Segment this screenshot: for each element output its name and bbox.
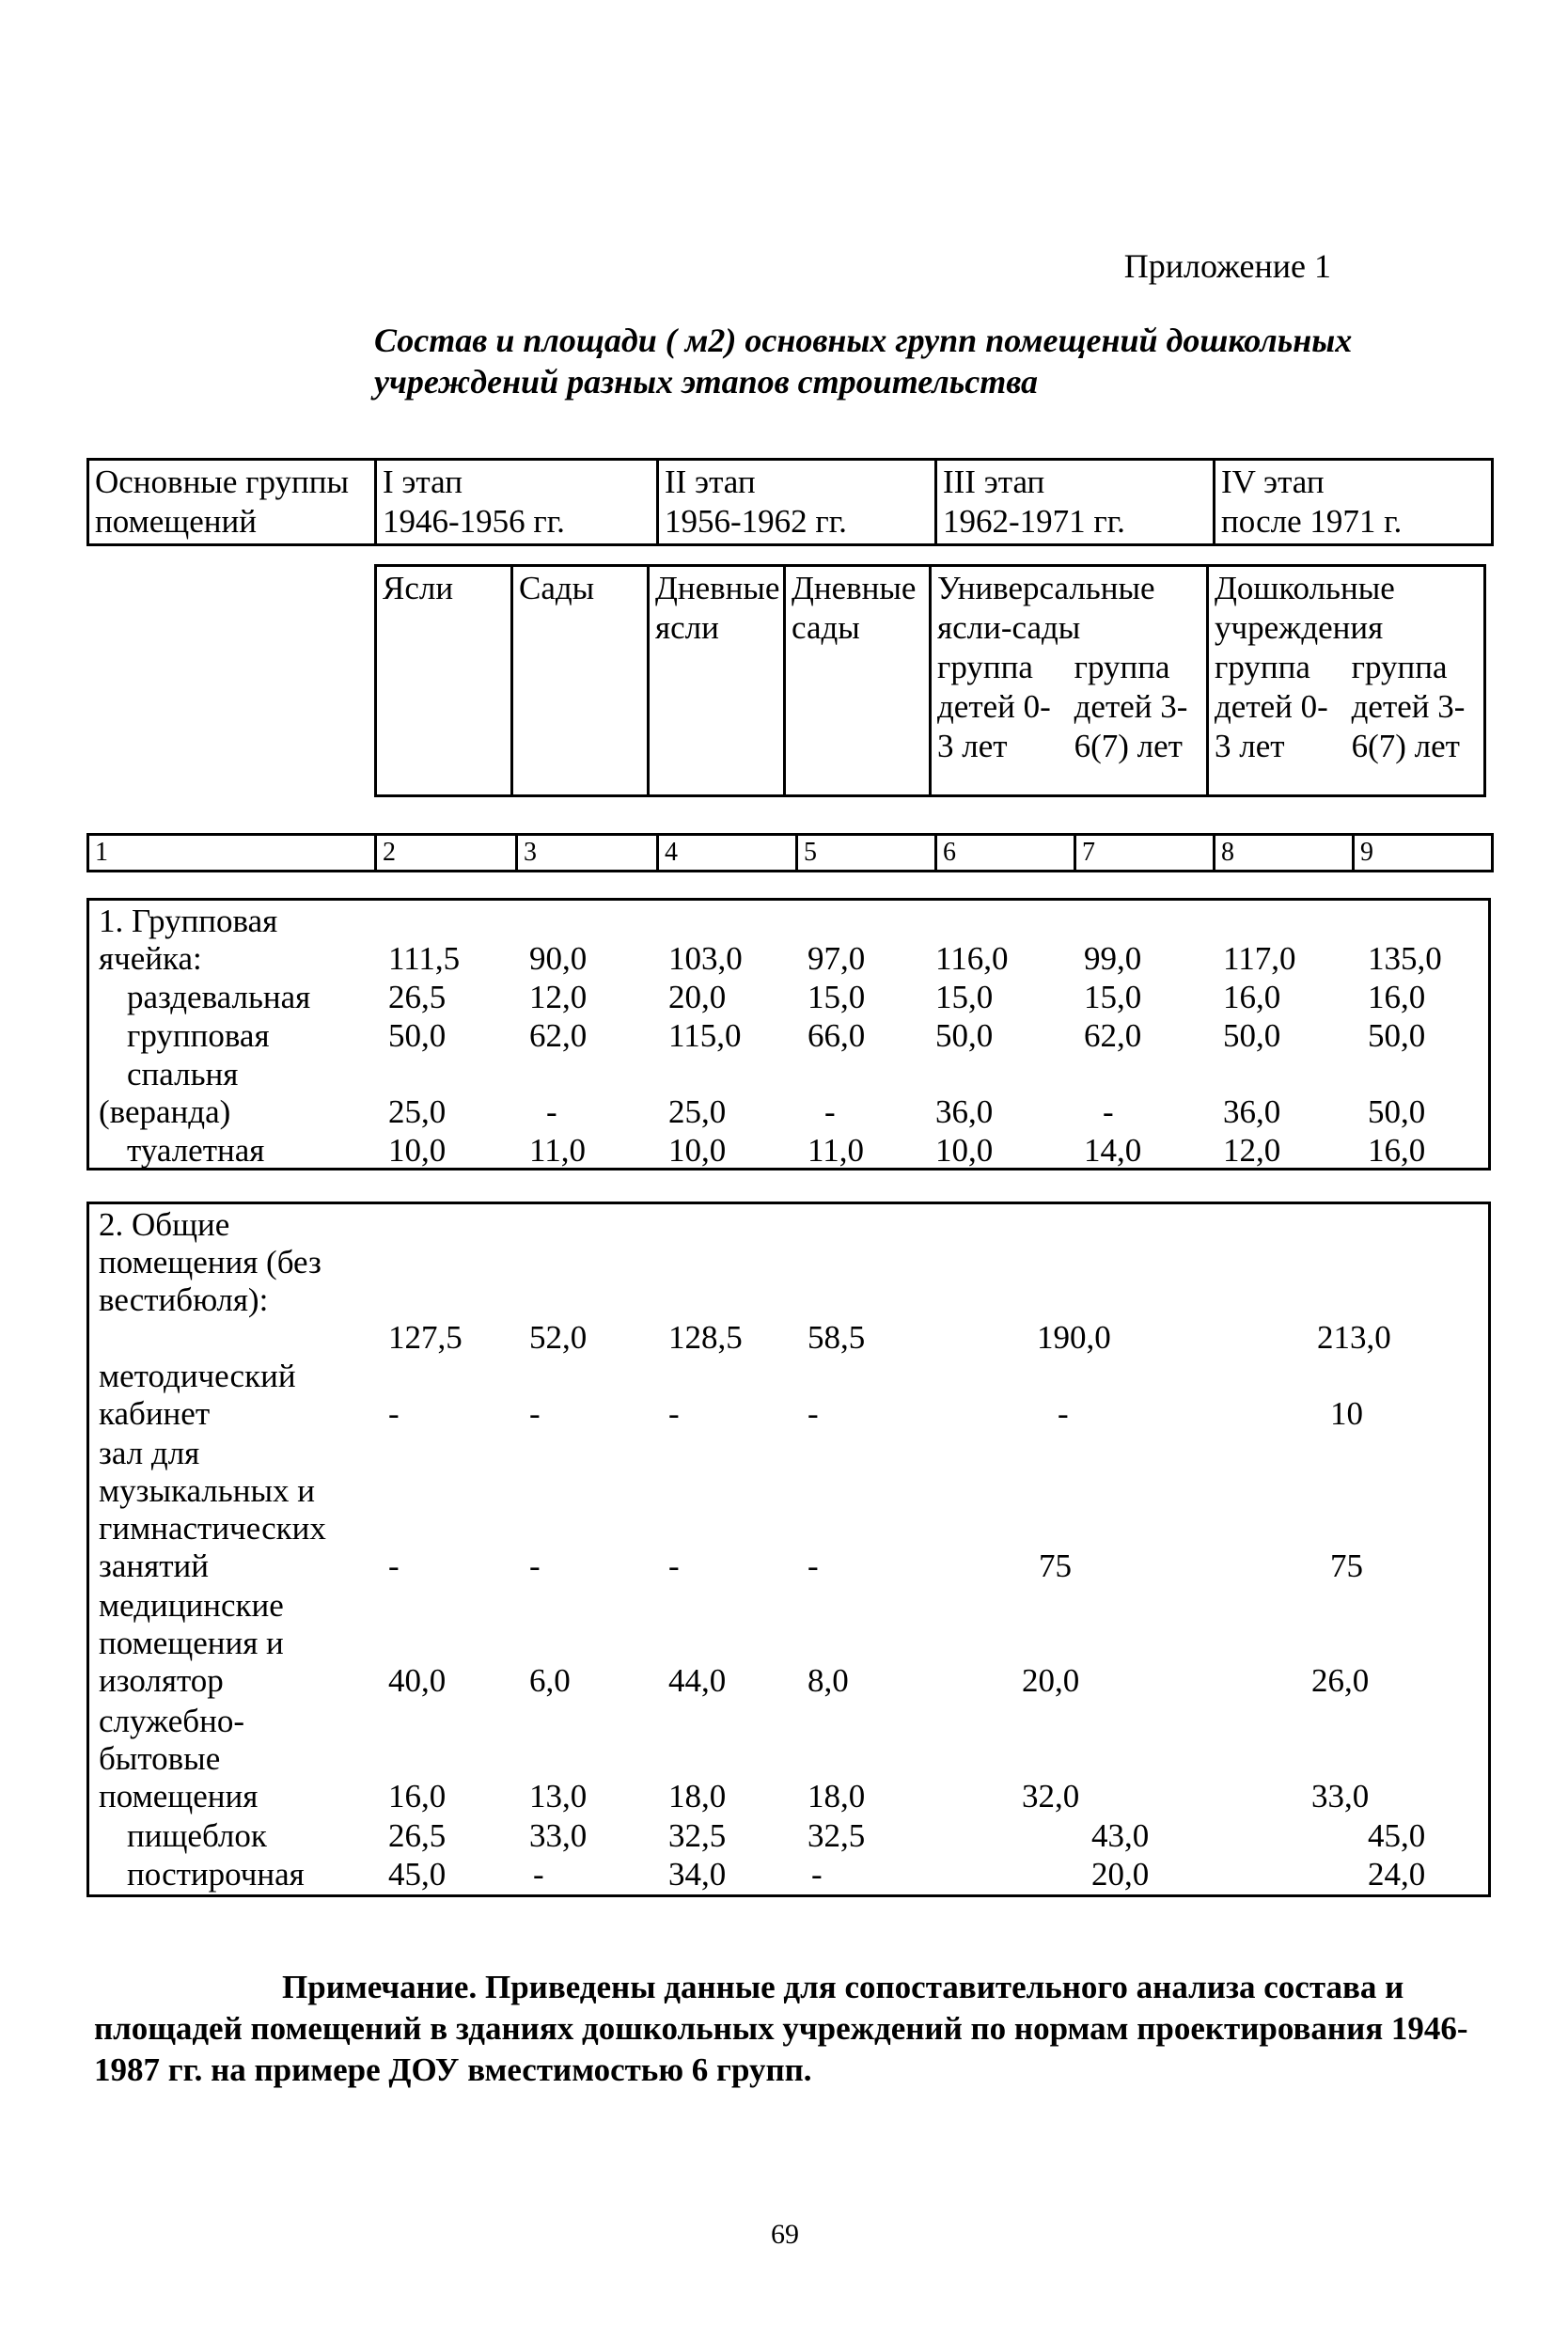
cell-value: 10,0 — [388, 1132, 447, 1169]
cell-value: 32,5 — [668, 1817, 727, 1854]
row-label: групповая — [127, 1017, 270, 1054]
cell-value: 20,0 — [1022, 1662, 1080, 1699]
cell-value: 75 — [1039, 1548, 1072, 1584]
type-sady: Сады — [512, 566, 649, 796]
cell-value: 32,0 — [1022, 1778, 1080, 1815]
stage-2-header: II этап 1956-1962 гг. — [658, 460, 936, 545]
cell-value: 135,0 — [1368, 940, 1442, 977]
cell-value: 26,5 — [388, 1817, 447, 1854]
footnote: Примечание. Приведены данные для сопоставительного анализа состава и площадей помещений в зданиях дошкольных учреждений по нормам проектирования 1946-1987 гг. на примере ДОУ вместимостью 6 групп. — [94, 1969, 1468, 2088]
col-number-3: 3 — [517, 835, 658, 872]
cell-value: - — [808, 1395, 819, 1432]
stage-3-header: III этап 1962-1971 гг. — [936, 460, 1215, 545]
col-number-9: 9 — [1354, 835, 1493, 872]
cell-value: - — [1103, 1093, 1114, 1130]
cell-value: - — [824, 1093, 836, 1130]
col-number-8: 8 — [1215, 835, 1354, 872]
cell-value: - — [529, 1548, 541, 1584]
cell-value: 43,0 — [1091, 1817, 1150, 1854]
stages-header-table — [86, 458, 1494, 546]
table-row — [89, 1056, 1488, 1131]
institution-types-table — [374, 564, 1486, 797]
cell-value: 213,0 — [1317, 1319, 1391, 1356]
cell-value: 52,0 — [529, 1319, 588, 1356]
cell-value: 16,0 — [388, 1778, 447, 1815]
cell-value: 18,0 — [808, 1778, 866, 1815]
cell-value: - — [533, 1856, 544, 1893]
cell-value: 44,0 — [668, 1662, 727, 1699]
document-title: Состав и площади ( м2) основных групп помещений дошкольных учреждений разных этапов строительства — [374, 322, 1353, 401]
cell-value: 127,5 — [388, 1319, 463, 1356]
cell-value: - — [1058, 1395, 1069, 1432]
stage-4-header: IV этап после 1971 г. — [1215, 460, 1493, 545]
type-day-yasli: Дневные ясли — [649, 566, 785, 796]
cell-value: 50,0 — [935, 1017, 994, 1054]
type-yasli: Ясли — [376, 566, 512, 796]
table-row — [89, 1587, 1488, 1700]
table-row — [89, 1358, 1488, 1433]
cell-value: 36,0 — [935, 1093, 994, 1130]
cell-value: 15,0 — [935, 979, 994, 1015]
row-label: 2. Общие помещения (без вестибюля): — [99, 1206, 321, 1318]
col-number-4: 4 — [658, 835, 797, 872]
row-label: служебно-бытовые помещения — [99, 1703, 259, 1815]
cell-value: 8,0 — [808, 1662, 849, 1699]
cell-value: 20,0 — [1091, 1856, 1150, 1893]
cell-value: 16,0 — [1368, 979, 1426, 1015]
cell-value: - — [388, 1548, 400, 1584]
appendix-label: Приложение 1 — [1123, 247, 1331, 285]
cell-value: 11,0 — [808, 1132, 864, 1169]
cell-value: 103,0 — [668, 940, 743, 977]
column-numbers-row — [86, 833, 1494, 872]
cell-value: 33,0 — [1311, 1778, 1370, 1815]
table-row — [89, 1703, 1488, 1815]
cell-value: 111,5 — [388, 940, 461, 977]
cell-value: 32,5 — [808, 1817, 866, 1854]
cell-value: 116,0 — [935, 940, 1009, 977]
cell-value: 45,0 — [388, 1856, 447, 1893]
cell-value: 97,0 — [808, 940, 866, 977]
row-label: медицинские помещения и изолятор — [99, 1587, 284, 1699]
cell-value: - — [388, 1395, 400, 1432]
row-label: постирочная — [127, 1856, 305, 1893]
stage-1-header: I этап 1946-1956 гг. — [376, 460, 658, 545]
cell-value: 16,0 — [1368, 1132, 1426, 1169]
row-label: 1. Групповая ячейка: — [99, 903, 278, 977]
cell-value: - — [668, 1395, 680, 1432]
label-column-header: Основные группы помещений — [88, 460, 376, 545]
type-day-sady: Дневные сады — [785, 566, 931, 796]
cell-value: 14,0 — [1084, 1132, 1142, 1169]
type-universal: Универсальные ясли-сады группа детей 0-3 лет группа детей 3-6(7) лет — [931, 566, 1208, 796]
col-number-2: 2 — [376, 835, 517, 872]
cell-value: 25,0 — [388, 1093, 447, 1130]
section-common-rooms — [86, 1202, 1491, 1897]
row-label: методический кабинет — [99, 1358, 296, 1432]
cell-value: 18,0 — [668, 1778, 727, 1815]
cell-value: 11,0 — [529, 1132, 586, 1169]
cell-value: 66,0 — [808, 1017, 866, 1054]
cell-value: 25,0 — [668, 1093, 727, 1130]
cell-value: 10,0 — [668, 1132, 727, 1169]
type-preschool: Дошкольные учреждения группа детей 0-3 лет группа детей 3-6(7) лет — [1208, 566, 1485, 796]
cell-value: 26,5 — [388, 979, 447, 1015]
cell-value: 58,5 — [808, 1319, 866, 1356]
cell-value: 24,0 — [1368, 1856, 1426, 1893]
row-label: пищеблок — [127, 1817, 267, 1854]
cell-value: - — [546, 1093, 557, 1130]
cell-value: 50,0 — [1223, 1017, 1281, 1054]
cell-value: 15,0 — [808, 979, 866, 1015]
cell-value: 12,0 — [1223, 1132, 1281, 1169]
cell-value: 10,0 — [935, 1132, 994, 1169]
cell-value: 6,0 — [529, 1662, 571, 1699]
col-number-5: 5 — [797, 835, 936, 872]
row-label: зал для музыкальных и гимнастических занятий — [99, 1435, 326, 1584]
cell-value: 15,0 — [1084, 979, 1142, 1015]
cell-value: 90,0 — [529, 940, 588, 977]
table-row — [89, 903, 1488, 978]
col-number-1: 1 — [88, 835, 376, 872]
cell-value: 128,5 — [668, 1319, 743, 1356]
cell-value: 33,0 — [529, 1817, 588, 1854]
cell-value: 99,0 — [1084, 940, 1142, 977]
row-label: туалетная — [127, 1132, 265, 1169]
cell-value: - — [529, 1395, 541, 1432]
row-label: раздевальная — [127, 979, 311, 1015]
table-row — [89, 1435, 1488, 1585]
row-label: спальня (веранда) — [99, 1056, 239, 1130]
cell-value: 75 — [1330, 1548, 1363, 1584]
cell-value: 40,0 — [388, 1662, 447, 1699]
cell-value: 20,0 — [668, 979, 727, 1015]
table-row — [89, 1206, 1488, 1357]
cell-value: 62,0 — [1084, 1017, 1142, 1054]
cell-value: 45,0 — [1368, 1817, 1426, 1854]
cell-value: 12,0 — [529, 979, 588, 1015]
cell-value: 117,0 — [1223, 940, 1296, 977]
cell-value: - — [808, 1548, 819, 1584]
cell-value: 26,0 — [1311, 1662, 1370, 1699]
cell-value: 13,0 — [529, 1778, 588, 1815]
cell-value: 10 — [1330, 1395, 1363, 1432]
cell-value: 50,0 — [388, 1017, 447, 1054]
cell-value: 16,0 — [1223, 979, 1281, 1015]
cell-value: 50,0 — [1368, 1093, 1426, 1130]
cell-value: - — [668, 1548, 680, 1584]
col-number-7: 7 — [1075, 835, 1215, 872]
cell-value: - — [811, 1856, 823, 1893]
section-group-cell — [86, 898, 1491, 1170]
cell-value: 62,0 — [529, 1017, 588, 1054]
page-number: 69 — [771, 2219, 799, 2250]
cell-value: 34,0 — [668, 1856, 727, 1893]
col-number-6: 6 — [936, 835, 1075, 872]
cell-value: 50,0 — [1368, 1017, 1426, 1054]
cell-value: 190,0 — [1037, 1319, 1111, 1356]
cell-value: 36,0 — [1223, 1093, 1281, 1130]
cell-value: 115,0 — [668, 1017, 742, 1054]
